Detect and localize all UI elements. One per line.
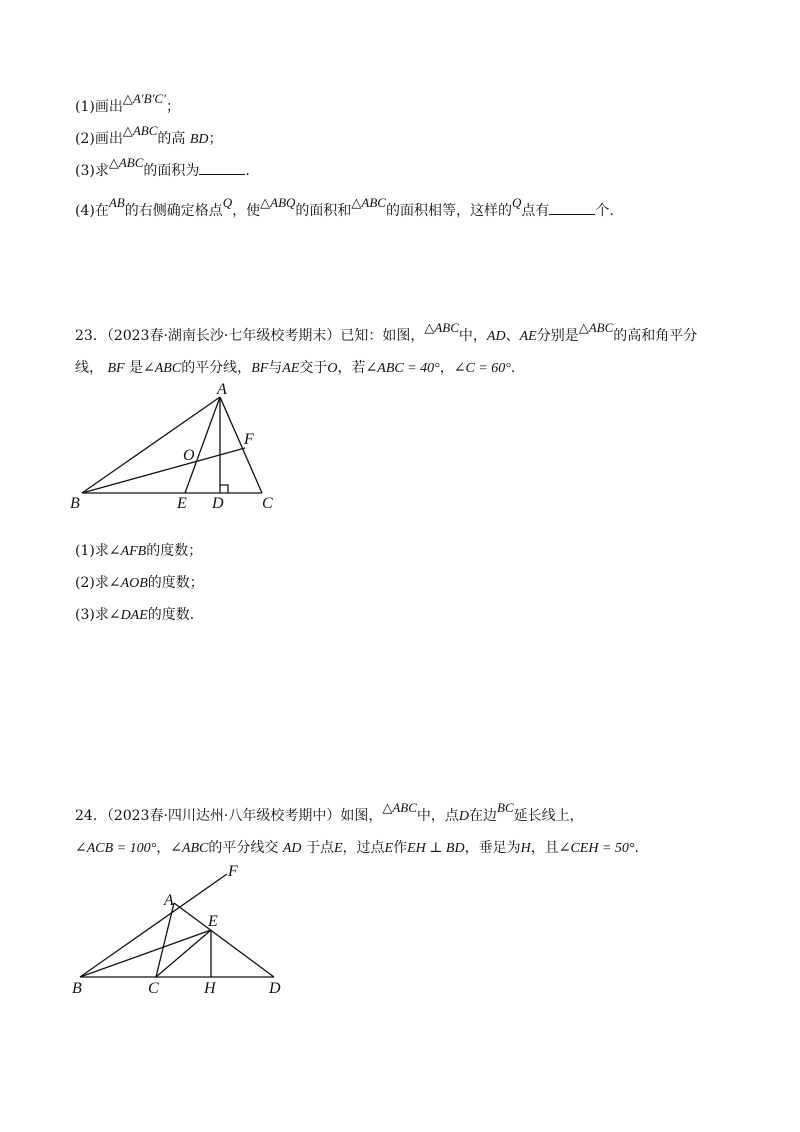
label-a: A (164, 892, 174, 909)
text: ，若 (337, 360, 366, 376)
text: 线， (75, 360, 103, 376)
text: 是 (129, 360, 144, 376)
q22-part1 (75, 91, 180, 116)
label-e: E (208, 913, 218, 930)
segment-ac (156, 903, 174, 977)
point-label: E (384, 841, 394, 856)
angle-label: ∠AFB (108, 544, 147, 559)
text: ，垂足为 (464, 840, 521, 856)
text: . (245, 163, 250, 179)
text: 分别是 (536, 328, 579, 344)
triangle-label: △ABC (108, 155, 144, 170)
q22-part2 (75, 123, 223, 148)
text: (2)求 (75, 575, 109, 591)
q23-part3 (75, 604, 194, 624)
segment-ae (185, 397, 220, 493)
text: 延长线上， (513, 808, 584, 824)
text: 的平分线交 (208, 840, 279, 856)
text: 的右侧确定格点 (124, 203, 223, 219)
text: 作 (393, 840, 408, 856)
text: 中， (458, 328, 487, 344)
angle-label: ∠ABC (170, 841, 209, 856)
question-source: （2023春·湖南长沙·七年级校考期末） (106, 328, 341, 344)
point-label: Q (222, 195, 233, 210)
segment-label: BF (251, 361, 269, 376)
text: ； (208, 131, 223, 147)
text: 在边 (469, 808, 498, 824)
q22-part3 (75, 155, 250, 180)
segment-label: AD (282, 841, 302, 856)
question-number: 24． (75, 808, 107, 824)
condition: ∠ABC = 40° (365, 361, 440, 376)
text: ，使 (232, 203, 261, 219)
text: 的度数； (147, 575, 204, 591)
segment-be (80, 930, 211, 977)
segment-label: BC (497, 800, 514, 815)
right-angle-mark (220, 485, 228, 493)
triangle-label: △ABC (122, 123, 158, 138)
point-label: D (458, 809, 470, 824)
triangle-label: △ABC (424, 320, 459, 335)
label-c: C (262, 495, 273, 512)
condition: ∠C = 60° (453, 361, 511, 376)
text: 的平分线， (181, 360, 252, 376)
q22-part4 (75, 195, 614, 220)
condition: EH ⊥ BD (407, 841, 465, 856)
segment-ac (220, 397, 262, 493)
text: 点有 (521, 203, 550, 219)
text: 个. (595, 203, 614, 219)
condition: ∠ACB = 100° (75, 841, 157, 856)
point-label: H (520, 841, 531, 856)
text: 已知：如图， (340, 328, 425, 344)
q23-figure (60, 380, 290, 515)
condition: ∠CEH = 50° (558, 841, 635, 856)
segment-label: AE (519, 329, 537, 344)
text: 与 (268, 360, 283, 376)
label-c: C (148, 980, 159, 997)
label-o: O (183, 447, 195, 464)
q23-line2 (75, 357, 515, 377)
segment-label: AE (282, 361, 300, 376)
text: ； (165, 99, 180, 115)
text: 的高和角平分 (613, 328, 698, 344)
text: (1)求 (75, 543, 109, 559)
q23-part1 (75, 540, 202, 560)
label-e: E (177, 495, 187, 512)
triangle-label: △ABC (382, 800, 417, 815)
question-source: （2023春·四川达州·八年级校考期中） (106, 808, 341, 824)
q24-figure (60, 860, 300, 1000)
point-label: O (327, 361, 338, 376)
triangle-label: △ABQ (260, 195, 296, 210)
triangle-label: △ABC (351, 195, 386, 210)
text: . (510, 360, 516, 376)
segment-label: AD (486, 329, 506, 344)
text: 、 (505, 328, 520, 344)
q23-line1 (75, 320, 698, 345)
label-d: D (269, 980, 281, 997)
segment-label: BD (189, 132, 209, 147)
triangle-label: △ABC (578, 320, 614, 335)
q23-part2 (75, 572, 204, 592)
segment-label: AB (108, 195, 125, 210)
text: (2)画出 (75, 131, 123, 147)
segment-ba (82, 397, 220, 493)
segment-label: BF (107, 361, 125, 376)
text: (4)在 (75, 203, 109, 219)
angle-label: ∠DAE (108, 608, 148, 623)
text: 的面积为 (143, 163, 200, 179)
text: ，且 (530, 840, 559, 856)
segment-ce (156, 930, 211, 977)
text: ， (439, 360, 454, 376)
text: 的高 (157, 131, 186, 147)
label-a: A (217, 381, 227, 398)
label-d: D (212, 495, 224, 512)
answer-blank (549, 202, 595, 215)
q24-line2 (75, 837, 639, 857)
angle-label: ∠ABC (143, 361, 182, 376)
text: 的度数； (146, 543, 203, 559)
segment-ad (174, 903, 274, 977)
text: (3)求 (75, 607, 109, 623)
label-f: F (228, 863, 238, 880)
text: 交于 (299, 360, 328, 376)
text: 的度数. (147, 607, 195, 623)
text: 于点 (305, 840, 334, 856)
point-label: E (333, 841, 343, 856)
label-f: F (244, 431, 254, 448)
text: 的面积相等，这样的 (385, 203, 512, 219)
label-b: B (72, 980, 82, 997)
label-h: H (204, 980, 216, 997)
point-label: Q (511, 195, 522, 210)
answer-blank (199, 162, 245, 175)
triangle-label: △A′B′C′ (122, 91, 166, 106)
text: (1)画出 (75, 99, 123, 115)
text: ， (156, 840, 171, 856)
text: . (634, 840, 639, 856)
text: (3)求 (75, 163, 109, 179)
question-number: 23． (75, 328, 107, 344)
text: 的面积和 (295, 203, 352, 219)
text: 如图， (340, 808, 383, 824)
angle-label: ∠AOB (108, 576, 148, 591)
text: ，过点 (342, 840, 385, 856)
label-b: B (70, 495, 80, 512)
text: 中，点 (416, 808, 459, 824)
q24-line1 (75, 800, 584, 825)
